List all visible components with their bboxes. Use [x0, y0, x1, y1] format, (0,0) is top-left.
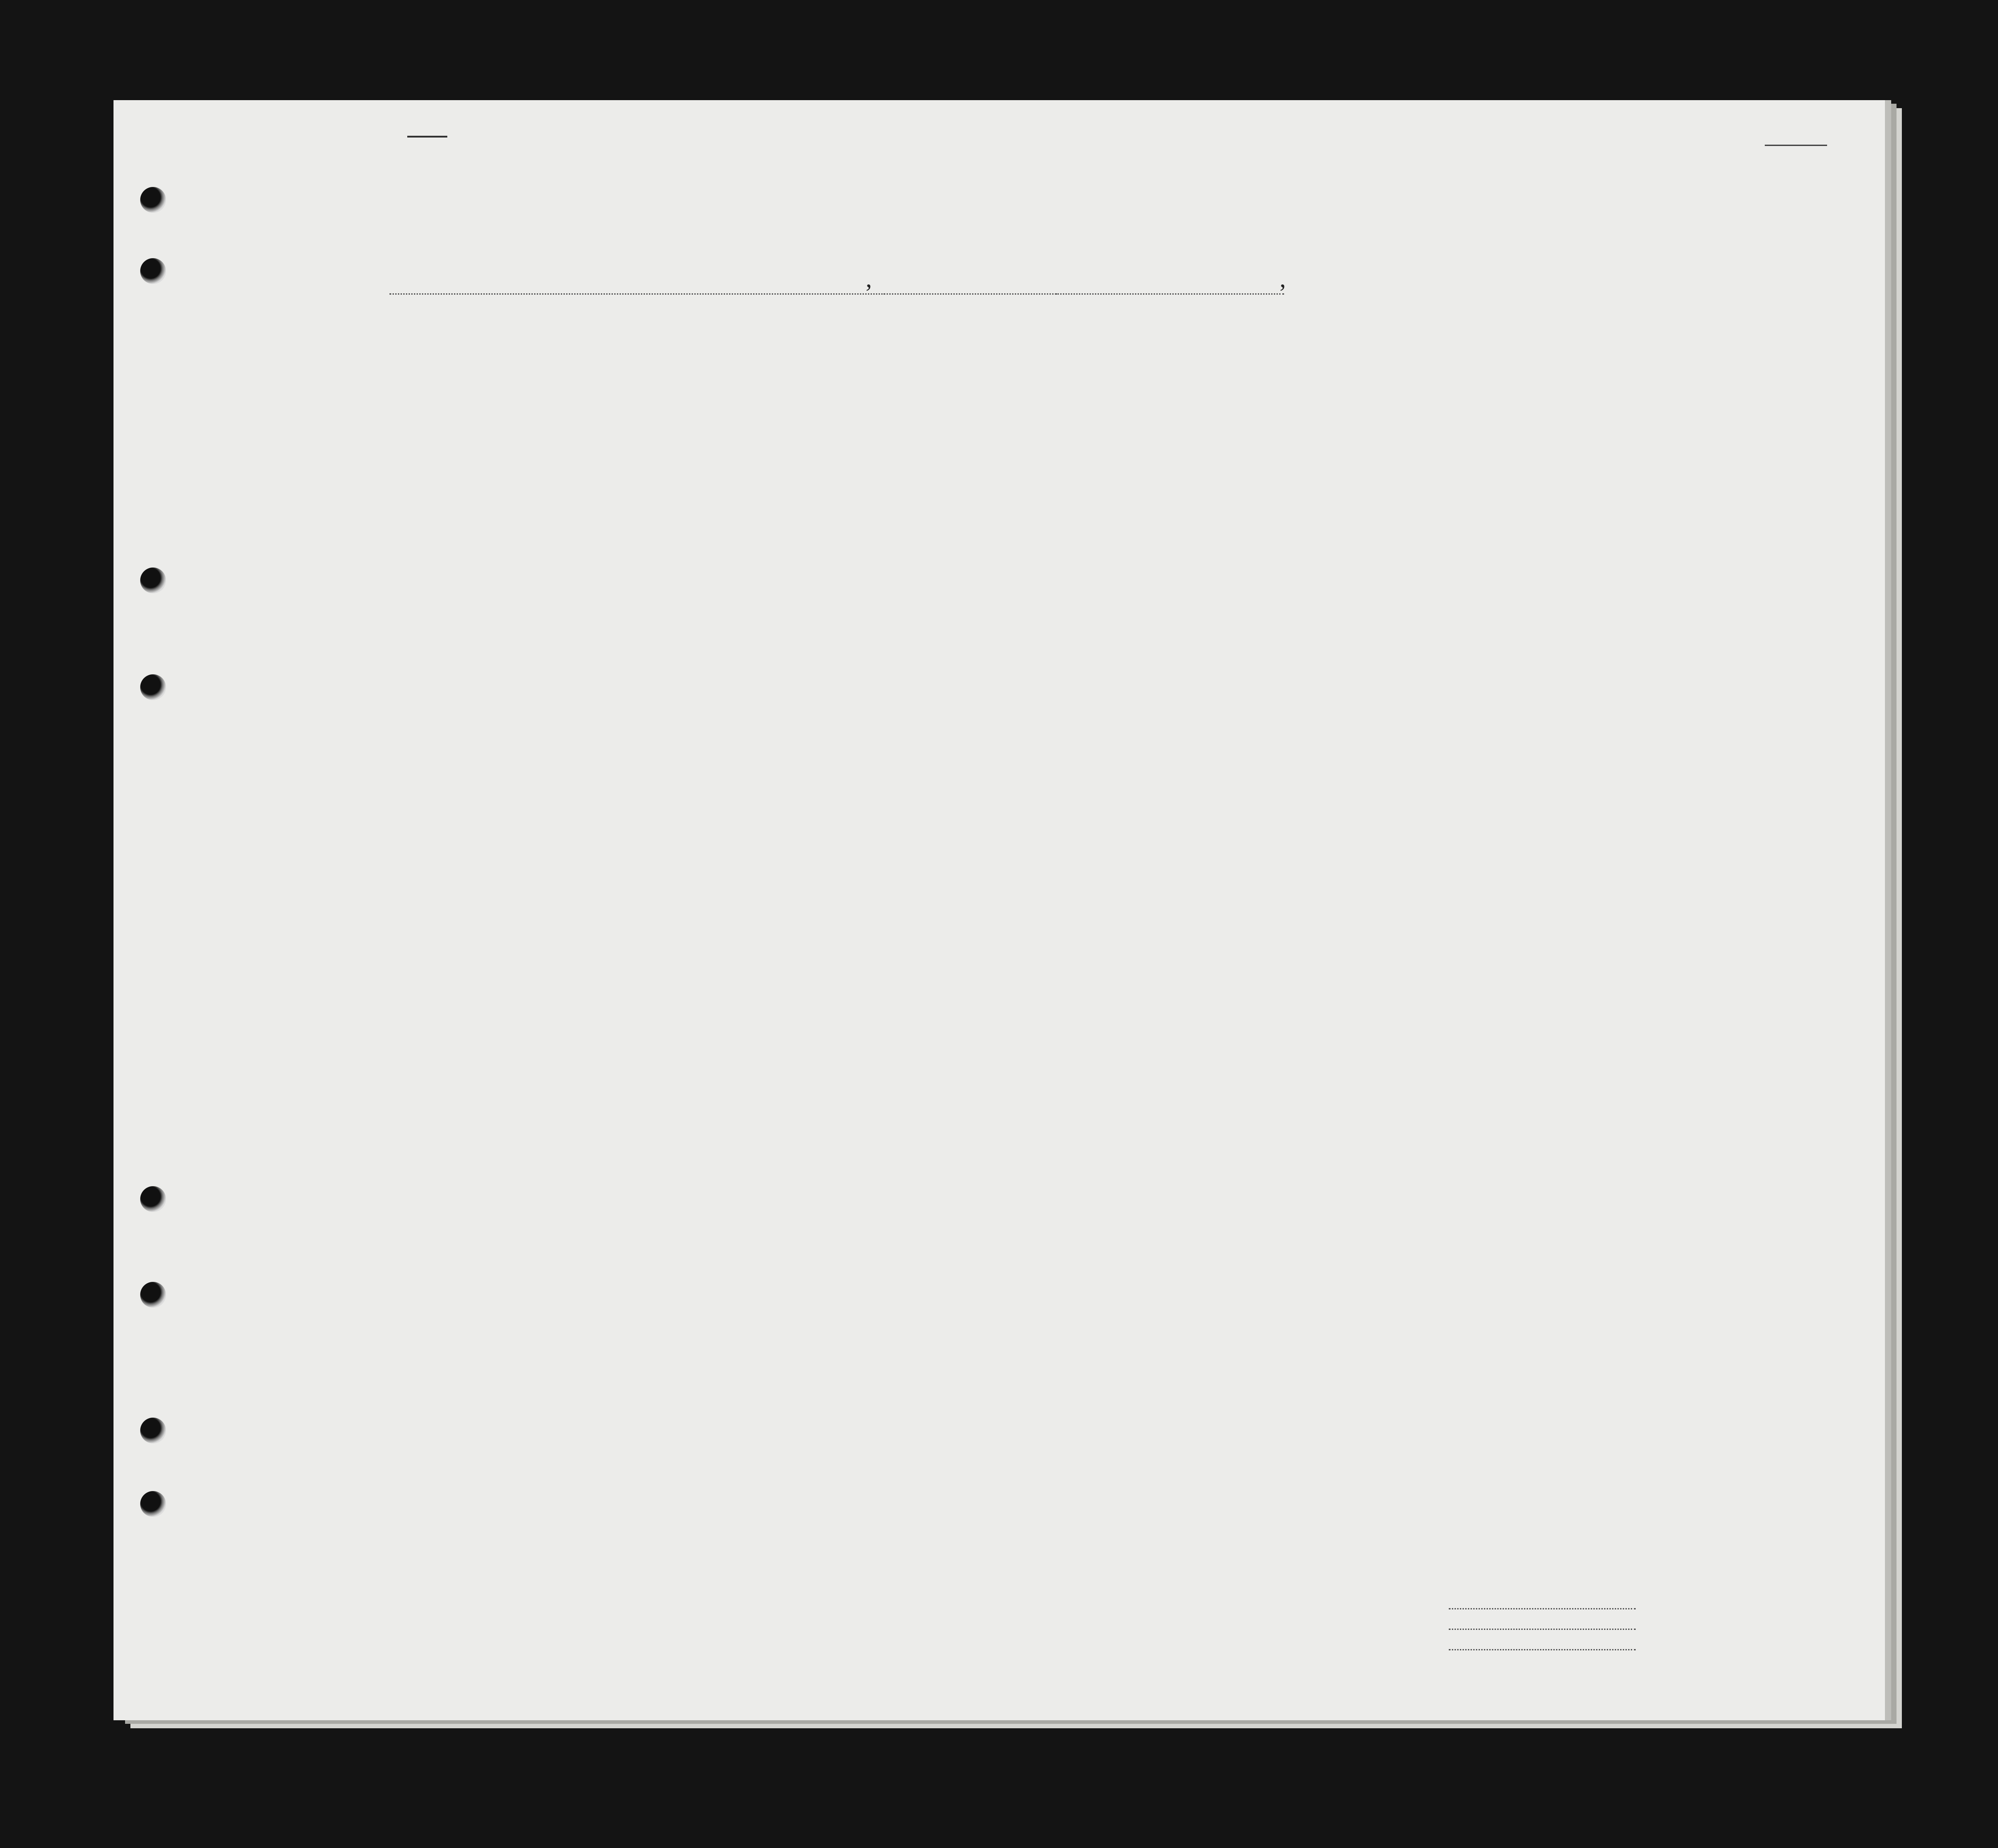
manifest-table	[182, 300, 1840, 1555]
binder-hole	[140, 1282, 166, 1308]
binder-hole	[140, 1491, 166, 1517]
manifest-sheet: , ,	[113, 100, 1885, 1720]
binder-hole	[140, 258, 166, 284]
binder-hole	[140, 1418, 166, 1443]
binder-hole	[140, 567, 166, 593]
signatures	[1444, 1596, 1636, 1657]
binder-hole	[140, 187, 166, 213]
binder-hole	[140, 674, 166, 700]
binder-hole	[140, 1186, 166, 1212]
